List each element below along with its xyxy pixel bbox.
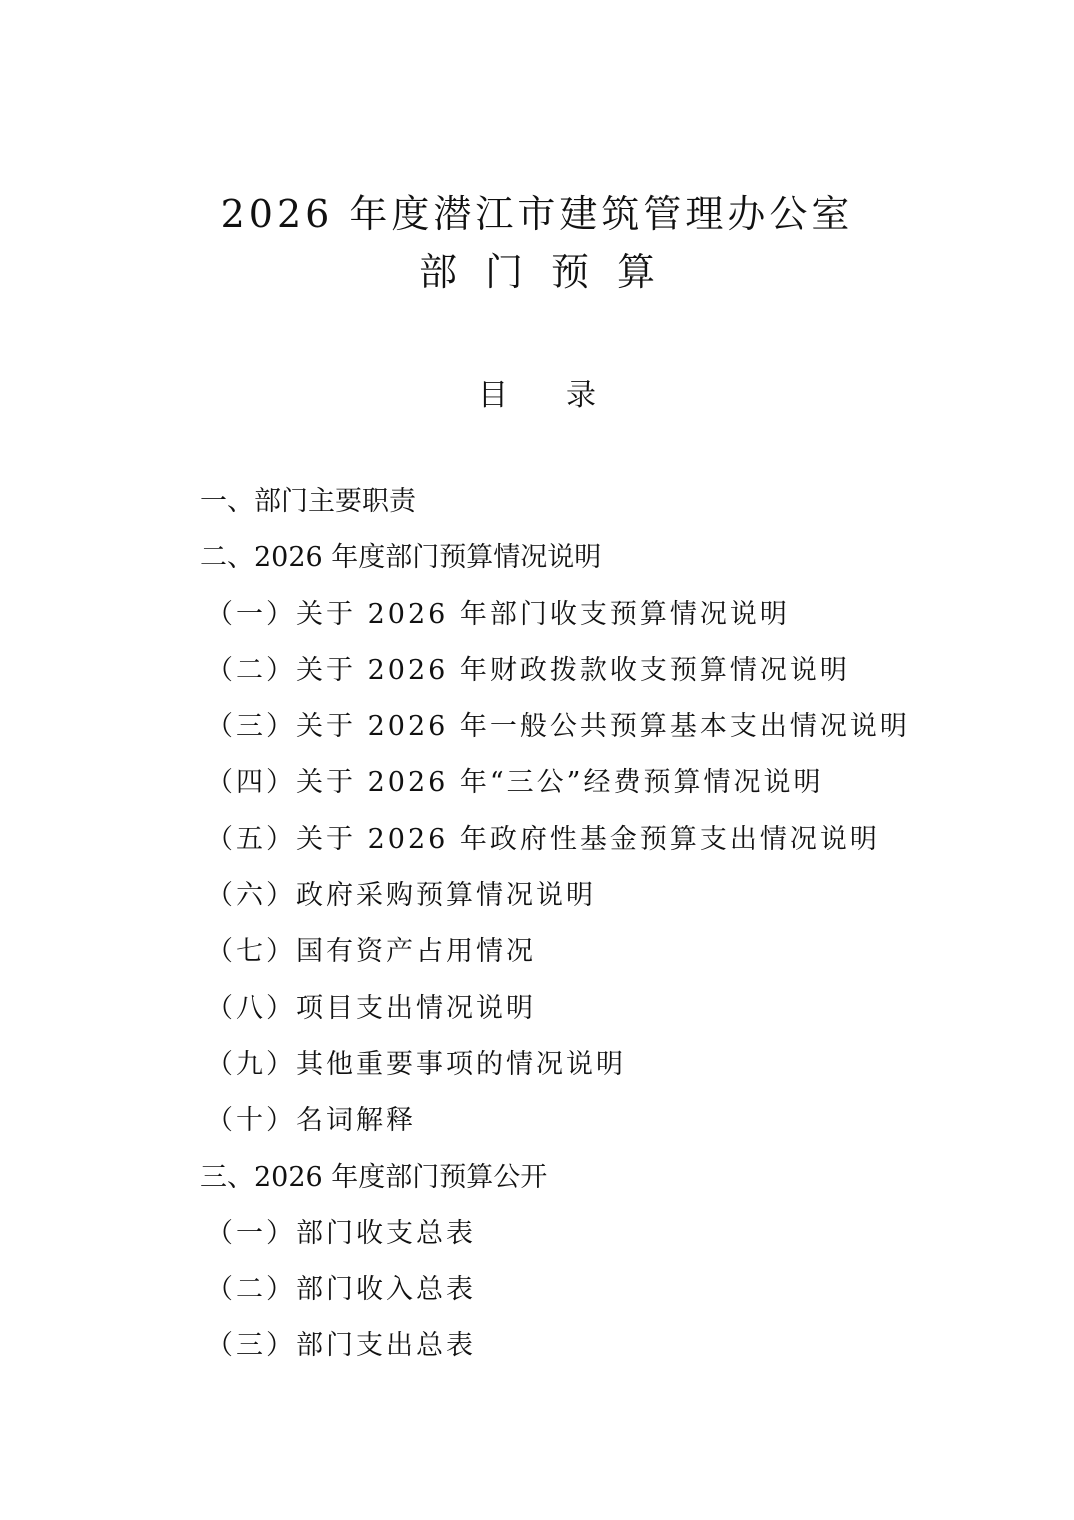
toc-item[interactable]: 二、2026 年度部门预算情况说明 [200,542,602,574]
toc-item[interactable]: （六）政府采购预算情况说明 [206,880,596,912]
toc-item[interactable]: 三、2026 年度部门预算公开 [200,1161,548,1193]
toc-item[interactable]: （三）关于 2026 年一般公共预算基本支出情况说明 [206,711,910,743]
document-title-line2: 部门预算 [418,250,683,294]
document-title-line1: 2026 年度潜江市建筑管理办公室 [220,192,854,236]
toc-item[interactable]: （二）部门收入总表 [206,1274,476,1306]
toc-item[interactable]: （七）国有资产占用情况 [206,936,536,968]
toc-item[interactable]: （三）部门支出总表 [206,1330,476,1362]
toc-item[interactable]: （九）其他重要事项的情况说明 [206,1048,626,1080]
table-of-contents [200,480,1020,1381]
toc-item[interactable]: （五）关于 2026 年政府性基金预算支出情况说明 [206,823,880,855]
toc-item[interactable]: （一）关于 2026 年部门收支预算情况说明 [206,598,790,630]
toc-item[interactable]: 一、部门主要职责 [200,486,416,517]
toc-item[interactable]: （二）关于 2026 年财政拨款收支预算情况说明 [206,654,850,686]
toc-item[interactable]: （八）项目支出情况说明 [206,992,536,1024]
toc-item[interactable]: （四）关于 2026 年“三公”经费预算情况说明 [206,767,824,799]
toc-item[interactable]: （十）名词解释 [206,1105,416,1137]
toc-heading: 目录 [478,378,654,413]
toc-item[interactable]: （一）部门收支总表 [206,1217,476,1249]
